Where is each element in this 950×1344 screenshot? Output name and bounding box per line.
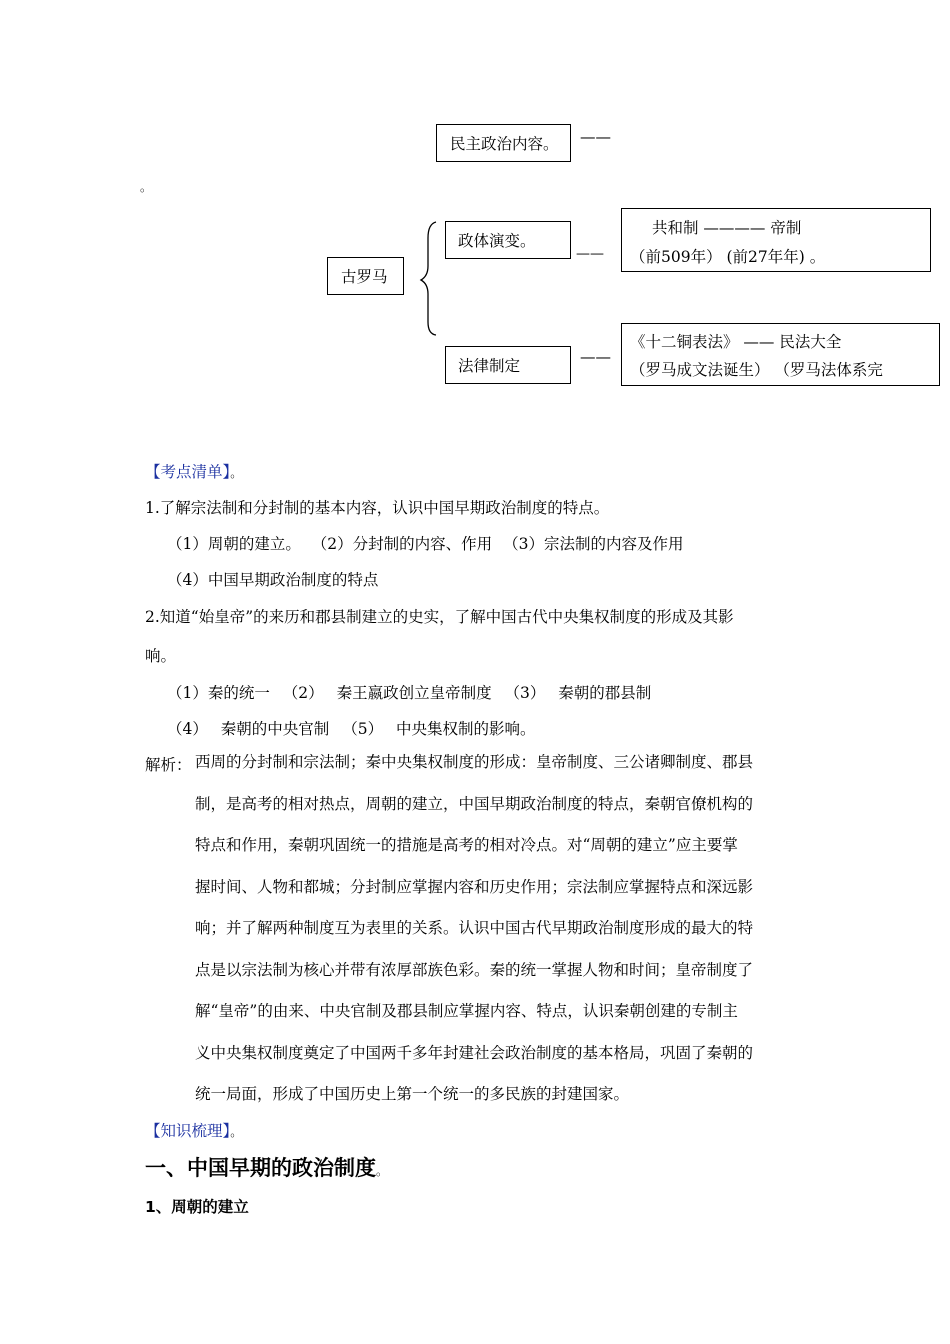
gonghe-line1: 共和制 ———— 帝制: [652, 219, 802, 237]
zhishi-tag-suffix: 。: [230, 1125, 243, 1139]
gu-luoma-label: 古罗马: [341, 268, 388, 286]
jiexi-line: 统一局面，形成了中国历史上第一个统一的多民族的封建国家。: [195, 1085, 630, 1103]
zhengti-label: 政体演变。: [458, 232, 536, 250]
falv-dash: ——: [580, 348, 611, 366]
falv-detail-box: [621, 323, 940, 386]
stray-mark: 。: [140, 180, 153, 194]
zhengti-dash: ——: [576, 246, 604, 262]
kaodian-item2-line2: 响。: [145, 647, 177, 665]
kaodian-item1: 1.了解宗法制和分封制的基本内容，认识中国早期政治制度的特点。: [145, 499, 610, 517]
jiexi-line: 特点和作用，秦朝巩固统一的措施是高考的相对冷点。对“周朝的建立”应主要掌: [195, 836, 738, 854]
jiexi-line: 西周的分封制和宗法制；秦中央集权制度的形成：皇帝制度、三公诸卿制度、郡县: [195, 753, 754, 771]
minzhu-box: [436, 124, 571, 162]
brace: [418, 218, 448, 338]
minzhu-label: 民主政治内容。: [450, 135, 559, 153]
jiexi-line: 义中央集权制度奠定了中国两千多年封建社会政治制度的基本格局，巩固了秦朝的: [195, 1043, 754, 1062]
kaodian-item1-sub2: （4）中国早期政治制度的特点: [167, 571, 379, 589]
falv-line1: 《十二铜表法》 —— 民法大全: [630, 333, 842, 351]
zhishi-tag: 【知识梳理】: [145, 1122, 231, 1140]
jiexi-label: 解析：: [145, 756, 192, 774]
kaodian-item2-sub2: （4） 秦朝的中央官制 （5） 中央集权制的影响。: [167, 720, 536, 738]
jiexi-line: 点是以宗法制为核心并带有浓厚部族色彩。秦的统一掌握人物和时间；皇帝制度了: [195, 960, 754, 979]
heading1-suffix: 。: [376, 1164, 389, 1178]
jiexi-line: 制，是高考的相对热点，周朝的建立，中国早期政治制度的特点，秦朝官僚机构的: [195, 794, 754, 813]
falv-box: [445, 346, 571, 384]
section-heading-1: [145, 1152, 388, 1182]
minzhu-dash: ——: [580, 128, 611, 146]
zhishi-heading: [145, 1119, 242, 1141]
jiexi-line: 握时间、人物和都城；分封制应掌握内容和历史作用；宗法制应掌握特点和深远影: [195, 877, 754, 896]
heading1-text: 一、中国早期的政治制度: [145, 1156, 376, 1180]
kaodian-item2-sub1: （1）秦的统一 （2） 秦王嬴政创立皇帝制度 （3） 秦朝的郡县制: [167, 684, 652, 702]
kaodian-heading: [145, 460, 242, 482]
jiexi-paragraph: [195, 742, 815, 1116]
jiexi-line: 解“皇帝”的由来、中央官制及郡县制应掌握内容、特点，认识秦朝创建的专制主: [195, 1002, 738, 1020]
gonghe-box: [621, 208, 931, 272]
jiexi-line: 响；并了解两种制度互为表里的关系。认识中国古代早期政治制度形成的最大的特: [195, 919, 754, 937]
section-heading-2: 1、周朝的建立: [145, 1198, 249, 1216]
kaodian-tag-suffix: 。: [230, 466, 243, 480]
kaodian-item1-sub1: （1）周朝的建立。 （2）分封制的内容、作用 （3）宗法制的内容及作用: [167, 535, 684, 553]
gonghe-line2: （前509年） (前27年年) 。: [630, 248, 826, 266]
kaodian-tag: 【考点清单】: [145, 463, 231, 481]
falv-line2: （罗马成文法诞生） （罗马法体系完: [630, 361, 883, 379]
kaodian-item2-line1: 2.知道“始皇帝”的来历和郡县制建立的史实，了解中国古代中央集权制度的形成及其影: [145, 608, 734, 626]
gu-luoma-box: [327, 257, 404, 295]
falv-label: 法律制定: [458, 357, 521, 375]
zhengti-box: [445, 221, 571, 259]
